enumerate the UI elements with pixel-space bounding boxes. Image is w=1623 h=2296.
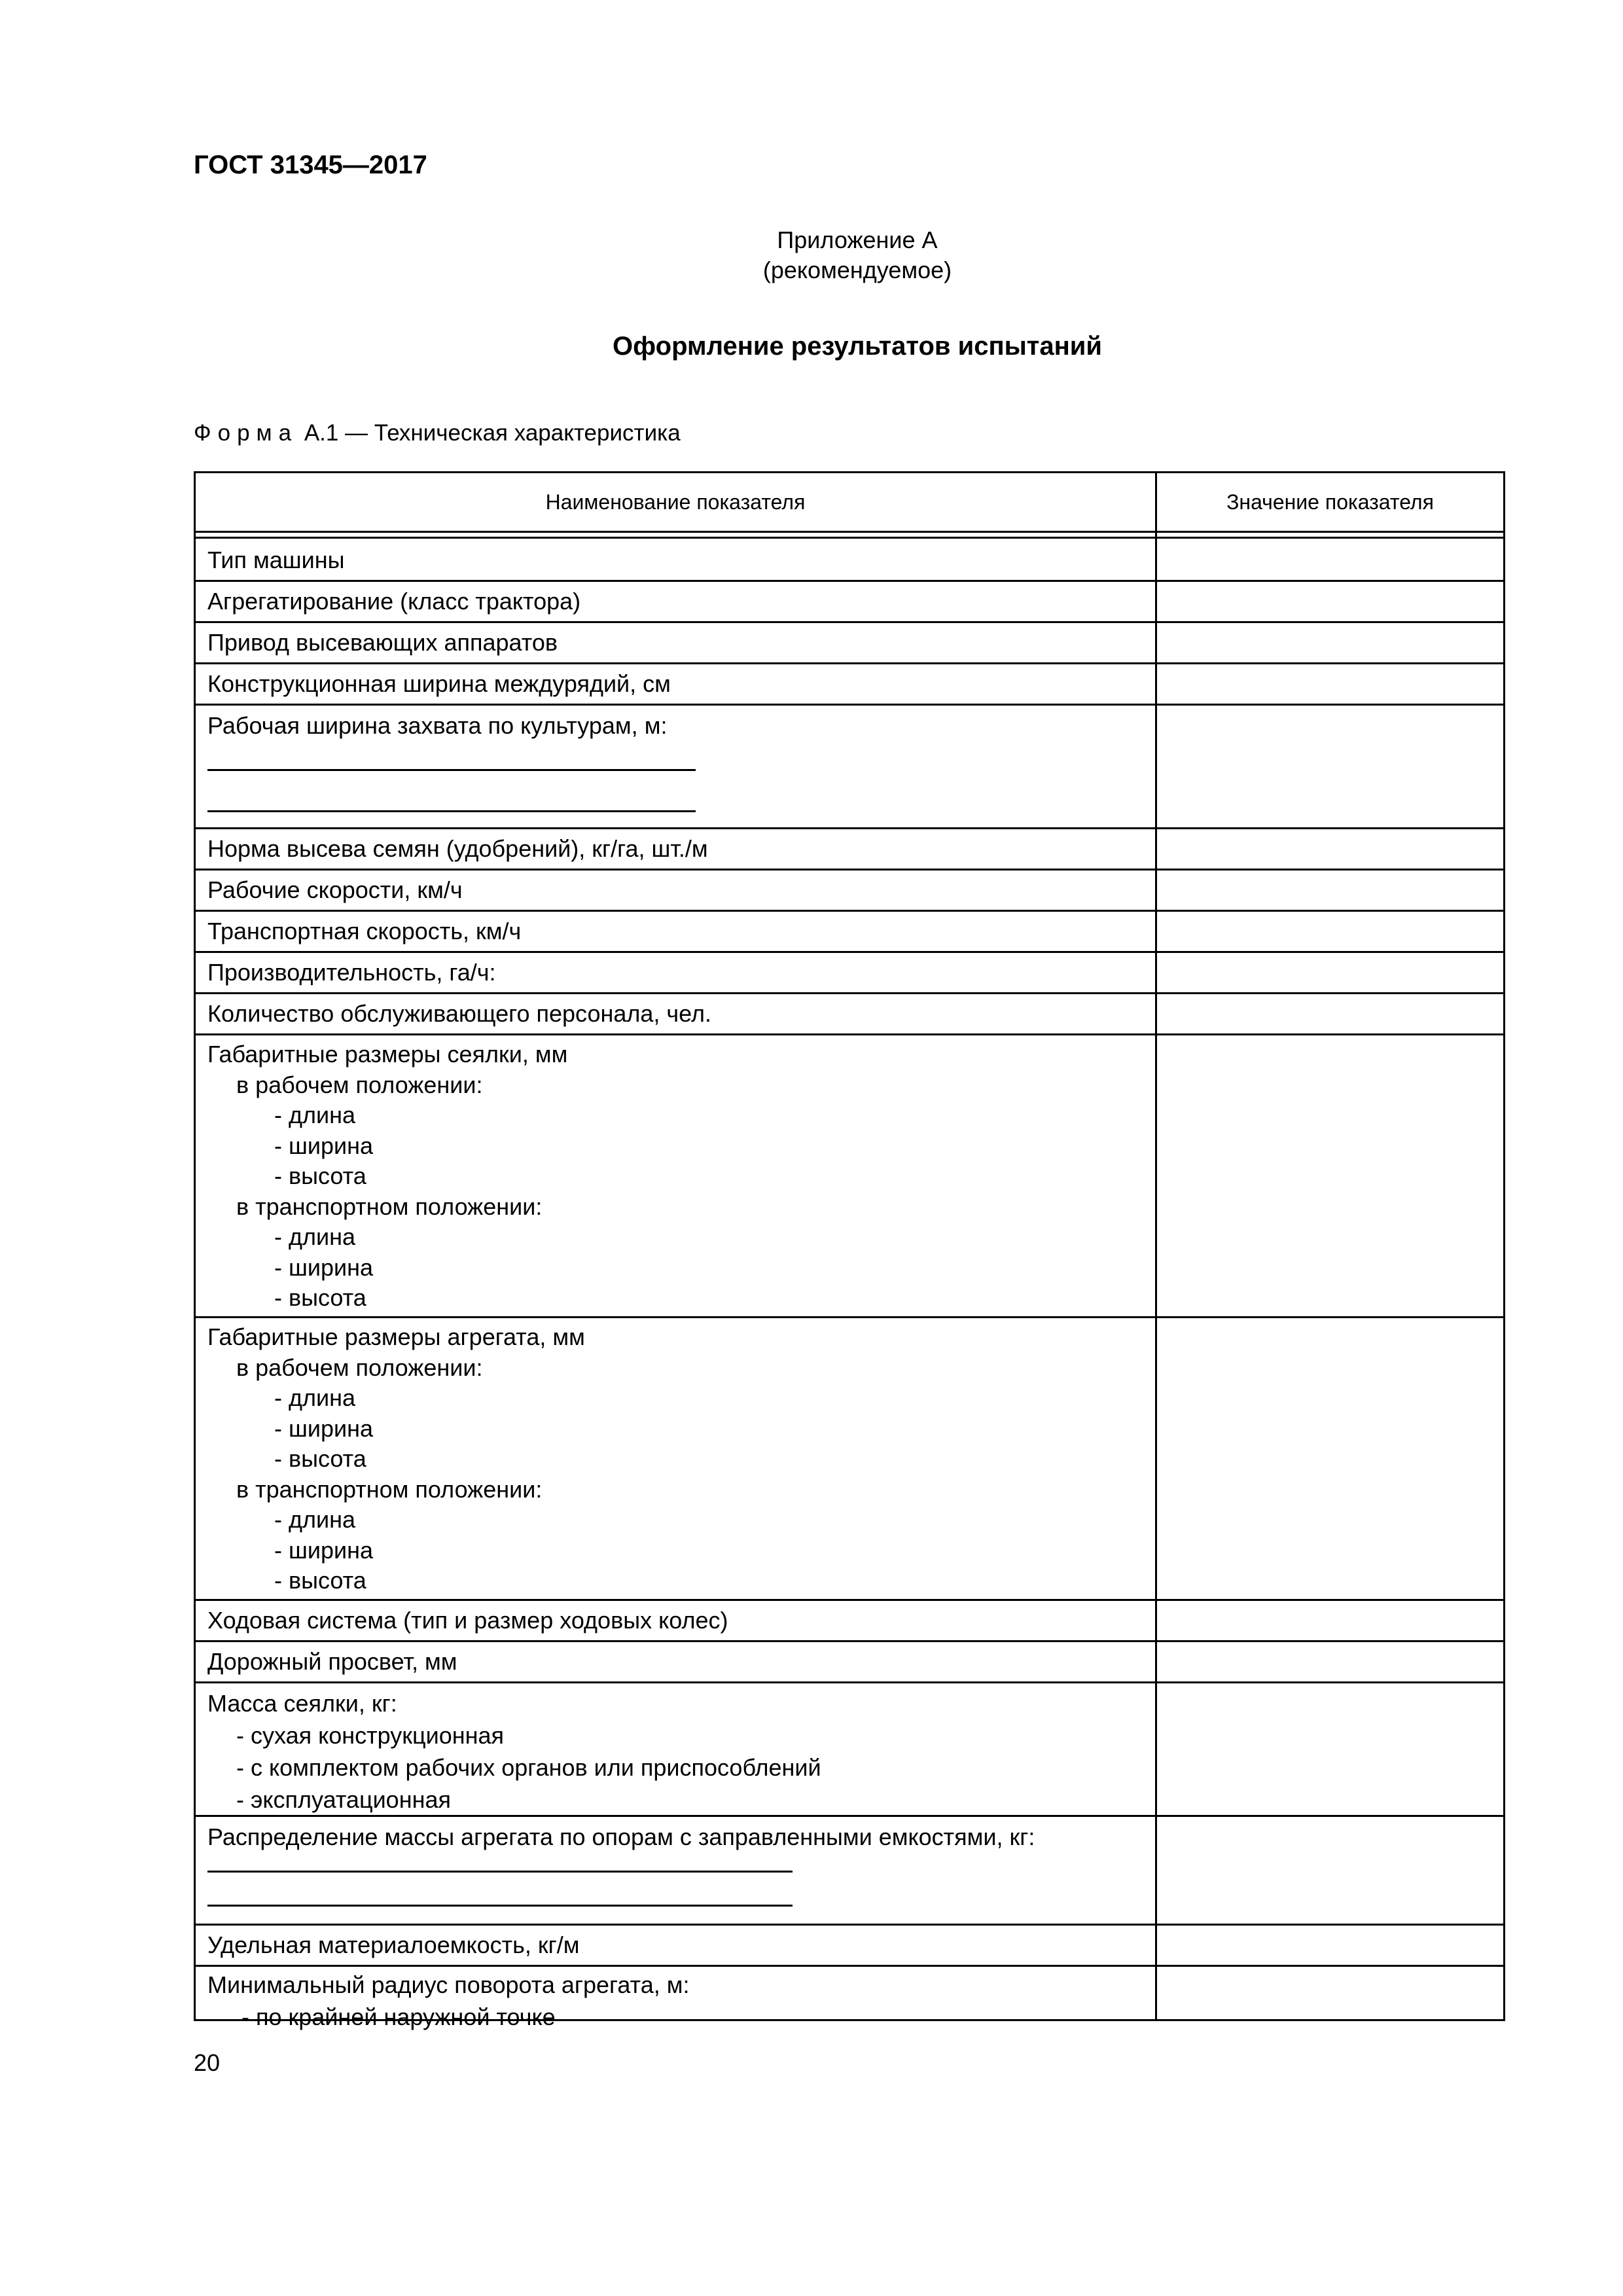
row-label: Привод высевающих аппаратов [207, 629, 558, 656]
blank-fill-line [207, 1853, 793, 1873]
row-subitem: - высота [274, 1567, 366, 1594]
row-subitem: - высота [274, 1445, 366, 1472]
row-subitem: - ширина [274, 1132, 374, 1159]
tech-spec-table [194, 471, 1505, 2030]
table-row [196, 706, 1503, 829]
header-rule-bottom [196, 537, 1503, 539]
row-subitem: - высота [274, 1162, 366, 1189]
table-row [196, 664, 1503, 706]
table-row [196, 623, 1503, 664]
row-subitem: - сухая конструкционная [236, 1722, 505, 1749]
appendix-title: Приложение А [777, 226, 938, 253]
table-row [196, 1601, 1503, 1642]
form-label: Форма [194, 420, 298, 446]
table-row [196, 1035, 1503, 1318]
table-row [196, 870, 1503, 912]
blank-fill-line [207, 742, 696, 771]
form-caption [194, 419, 681, 448]
row-label: Транспортная скорость, км/ч [207, 918, 522, 944]
header-rule-top [196, 531, 1503, 533]
table-body [196, 541, 1503, 2034]
table-row [196, 1967, 1503, 2034]
row-subitem: - ширина [274, 1253, 374, 1281]
row-subitem: - с комплектом рабочих органов или приспособлений [236, 1754, 821, 1781]
row-subitem: - длина [274, 1506, 356, 1533]
row-label: Производительность, га/ч: [207, 959, 496, 986]
row-label: Конструкционная ширина междурядий, см [207, 670, 671, 697]
table-row [196, 912, 1503, 953]
row-label: Габаритные размеры агрегата, мм [207, 1323, 585, 1350]
table-row [196, 1817, 1503, 1926]
table-row [196, 1683, 1503, 1817]
blank-fill-line [207, 771, 696, 812]
row-subitem: - по крайней наружной точке [241, 2003, 556, 2030]
row-sublabel: в транспортном положении: [236, 1475, 543, 1503]
column-header-value: Значение показателя [1226, 490, 1434, 514]
row-sublabel: в рабочем положении: [236, 1354, 483, 1381]
row-label: Тип машины [207, 547, 345, 573]
row-subitem: - длина [274, 1223, 356, 1250]
column-header-name: Наименование показателя [545, 490, 806, 514]
row-label: Агрегатирование (класс трактора) [207, 588, 581, 615]
row-subitem: - длина [274, 1384, 356, 1411]
table-row [196, 582, 1503, 623]
row-label: Распределение массы агрегата по опорам с заправленными емкостями, кг: [207, 1823, 1035, 1850]
row-sublabel: в транспортном положении: [236, 1193, 543, 1220]
table-row [196, 541, 1503, 582]
table-row [196, 953, 1503, 994]
row-subitem: - эксплуатационная [236, 1786, 451, 1813]
row-label: Дорожный просвет, мм [207, 1648, 457, 1675]
table-row [196, 1318, 1503, 1601]
table-row [196, 1642, 1503, 1683]
row-subitem: - ширина [274, 1414, 374, 1442]
page-number: 20 [194, 2049, 221, 2076]
row-label: Рабочая ширина захвата по культурам, м: [207, 712, 668, 739]
row-sublabel: в рабочем положении: [236, 1071, 483, 1098]
section-title: Оформление результатов испытаний [613, 332, 1102, 361]
row-label: Удельная материалоемкость, кг/м [207, 1931, 580, 1958]
doc-code: ГОСТ 31345—2017 [194, 151, 427, 179]
row-label: Рабочие скорости, км/ч [207, 876, 463, 903]
row-label: Норма высева семян (удобрений), кг/га, шт./м [207, 835, 708, 862]
blank-fill-line [207, 1873, 793, 1907]
appendix-heading [0, 225, 1623, 285]
appendix-status: (рекомендуемое) [762, 257, 952, 283]
row-label: Габаритные размеры сеялки, мм [207, 1041, 568, 1067]
row-label: Масса сеялки, кг: [207, 1690, 397, 1717]
row-subitem: - высота [274, 1284, 366, 1311]
row-subitem: - ширина [274, 1536, 374, 1564]
table-row [196, 994, 1503, 1035]
form-caption-text: А.1 — Техническая характеристика [304, 420, 681, 446]
row-label: Ходовая система (тип и размер ходовых колес) [207, 1607, 728, 1634]
table-row [196, 1926, 1503, 1967]
row-label: Количество обслуживающего персонала, чел. [207, 1000, 711, 1027]
row-subitem: - длина [274, 1102, 356, 1128]
table-row [196, 829, 1503, 870]
row-label: Минимальный радиус поворота агрегата, м: [207, 1971, 690, 1998]
